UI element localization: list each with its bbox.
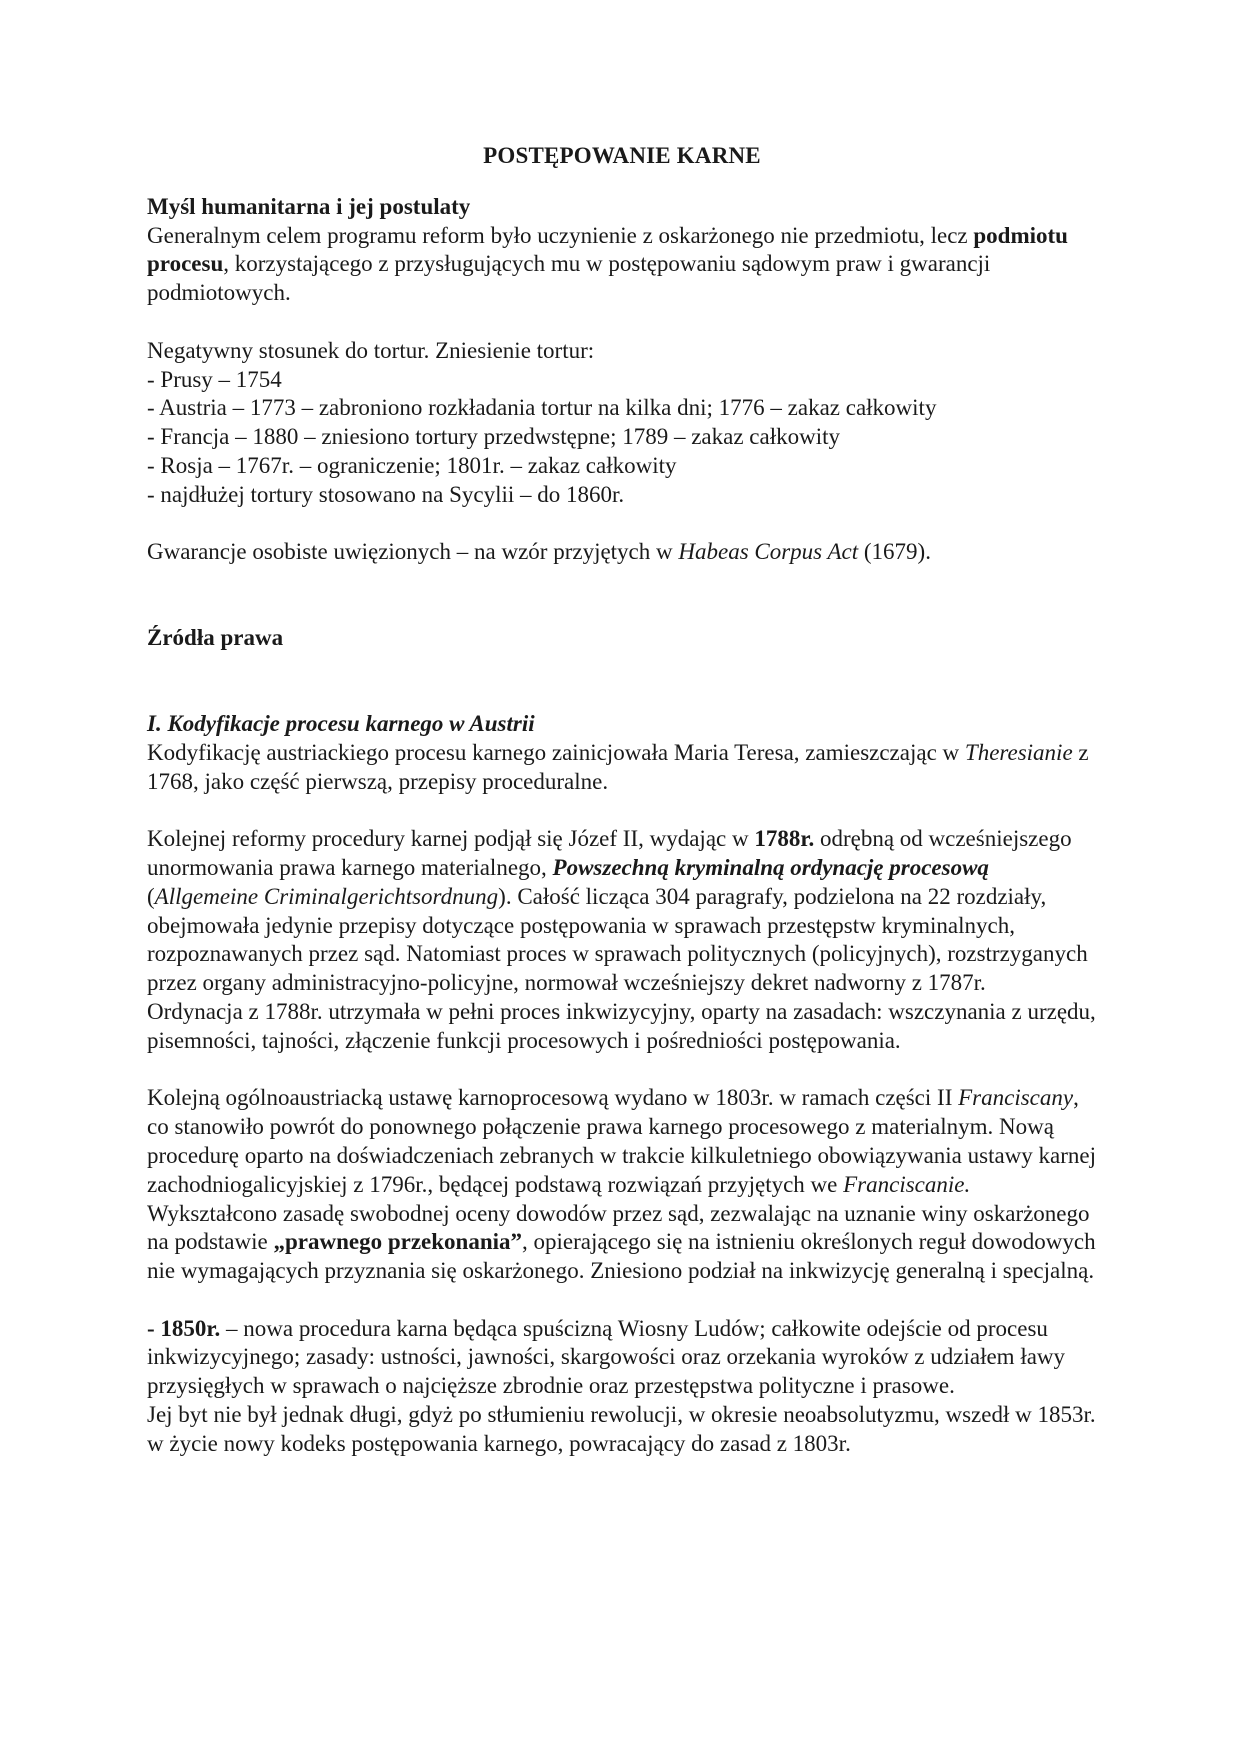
section-heading-sources: Źródła prawa <box>147 625 284 651</box>
bold-term: „prawnego przekonania” <box>273 1229 523 1255</box>
document-title: POSTĘPOWANIE KARNE <box>483 143 761 168</box>
paragraph-1853: Jej byt nie był jednak długi, gdyż po stłumieniu rewolucji, w okresie neoabsolutyzmu, wszedł w 1853r. w życie nowy kodeks postępowania karnego, powracający do zasad z 1803r. <box>147 1402 1096 1456</box>
document-page <box>147 142 1097 1459</box>
paragraph-evidence: Wykształcono zasadę swobodnej oceny dowodów przez sąd, zezwalając na uznanie winy oskarżonego na podstawie „prawnego przekonania”, opierającego się na istnieniu określonych reguł dowodowych nie wymagających przyznania się oskarżonego. Zniesiono podział na inkwizycję generalną i specjalną. <box>147 1200 1096 1284</box>
paragraph-1850: - 1850r. – nowa procedura karna będąca spuścizną Wiosny Ludów; całkowite odejście od procesu inkwizycyjnego; zasady: ustności, jawności, skargowości oraz orzekania wyroków z udziałem ławy przysięgłych w sprawach o najcięższe zbrodnie oraz przestępstwa polityczne i prasowe. <box>147 1315 1066 1399</box>
paragraph-ordinance-1788: Ordynacja z 1788r. utrzymała w pełni proces inkwizycyjny, oparty na zasadach: wszczynania z urzędu, pisemności, tajności, złączenie funkcji procesowych i pośredniości postępowania. <box>147 998 1096 1053</box>
list-item: - Francja – 1880 – zniesiono tortury przedwstępne; 1789 – zakaz całkowity <box>147 424 840 450</box>
italic-term: Theresianie <box>964 739 1073 765</box>
subsection-heading-austria: I. Kodyfikacje procesu karnego w Austrii <box>147 710 535 736</box>
paragraph-franciscana: Kolejną ogólnoaustriacką ustawę karnoprocesową wydano w 1803r. w ramach części II Franciscany, co stanowiło powrót do ponownego połączenie prawa karnego procesowego z materialnym. Nową procedurę oparto na doświadczeniach zebranych w trakcie kilkuletniego obowiązywania ustawy karnej zachodniogalicyjskiej z 1796r., będącej podstawą rozwiązań przyjętych we Franciscanie. <box>147 1085 1096 1197</box>
italic-term: Allgemeine Criminalgerichtsordnung <box>154 883 499 909</box>
bold-term: podmiotu procesu <box>147 222 1068 277</box>
list-item: - najdłużej tortury stosowano na Sycylii – do 1860r. <box>147 481 625 507</box>
bold-term: 1788r. <box>754 826 815 852</box>
italic-term: Franciscany <box>958 1085 1074 1111</box>
paragraph-theresiana: Kodyfikację austriackiego procesu karnego zainicjowała Maria Teresa, zamieszczając w Theresianie z 1768, jako część pierwszą, przepisy proceduralne. <box>147 739 1089 794</box>
bold-term: - 1850r. <box>147 1315 221 1341</box>
list-item: - Rosja – 1767r. – ograniczenie; 1801r. – zakaz całkowity <box>147 452 677 478</box>
italic-term: Habeas Corpus Act <box>678 539 859 565</box>
torture-intro: Negatywny stosunek do tortur. Zniesienie tortur: <box>147 337 595 363</box>
list-item: - Prusy – 1754 <box>147 366 282 392</box>
italic-term: Franciscanie. <box>843 1171 971 1197</box>
paragraph-guarantees: Gwarancje osobiste uwięzionych – na wzór przyjętych w Habeas Corpus Act (1679). <box>147 539 931 565</box>
paragraph-reform-goal: Generalnym celem programu reform było uczynienie z oskarżonego nie przedmiotu, lecz podmiotu procesu, korzystającego z przysługujących mu w postępowaniu sądowym praw i gwarancji podmiotowych. <box>147 222 1068 306</box>
torture-list <box>147 366 1097 510</box>
section-heading-humanitarian: Myśl humanitarna i jej postulaty <box>147 193 471 219</box>
list-item: - Austria – 1773 – zabroniono rozkładania tortur na kilka dni; 1776 – zakaz całkowity <box>147 395 937 421</box>
paragraph-jozef-ii: Kolejnej reformy procedury karnej podjął się Józef II, wydając w 1788r. odrębną od wcześniejszego unormowania prawa karnego materialnego, Powszechną kryminalną ordynację procesową (Allgemeine Criminalgerichtsordnung). Całość licząca 304 paragrafy, podzielona na 22 rozdziały, obejmowała jedynie przepisy dotyczące postępowania w sprawach przestępstw kryminalnych, rozpoznawanych przez sąd. Natomiast proces w sprawach politycznych (policyjnych), rozstrzyganych przez organy administracyjno-policyjne, normował wcześniejszy dekret nadworny z 1787r. <box>147 826 1088 996</box>
bold-italic-term: Powszechną kryminalną ordynację procesową <box>552 854 989 880</box>
